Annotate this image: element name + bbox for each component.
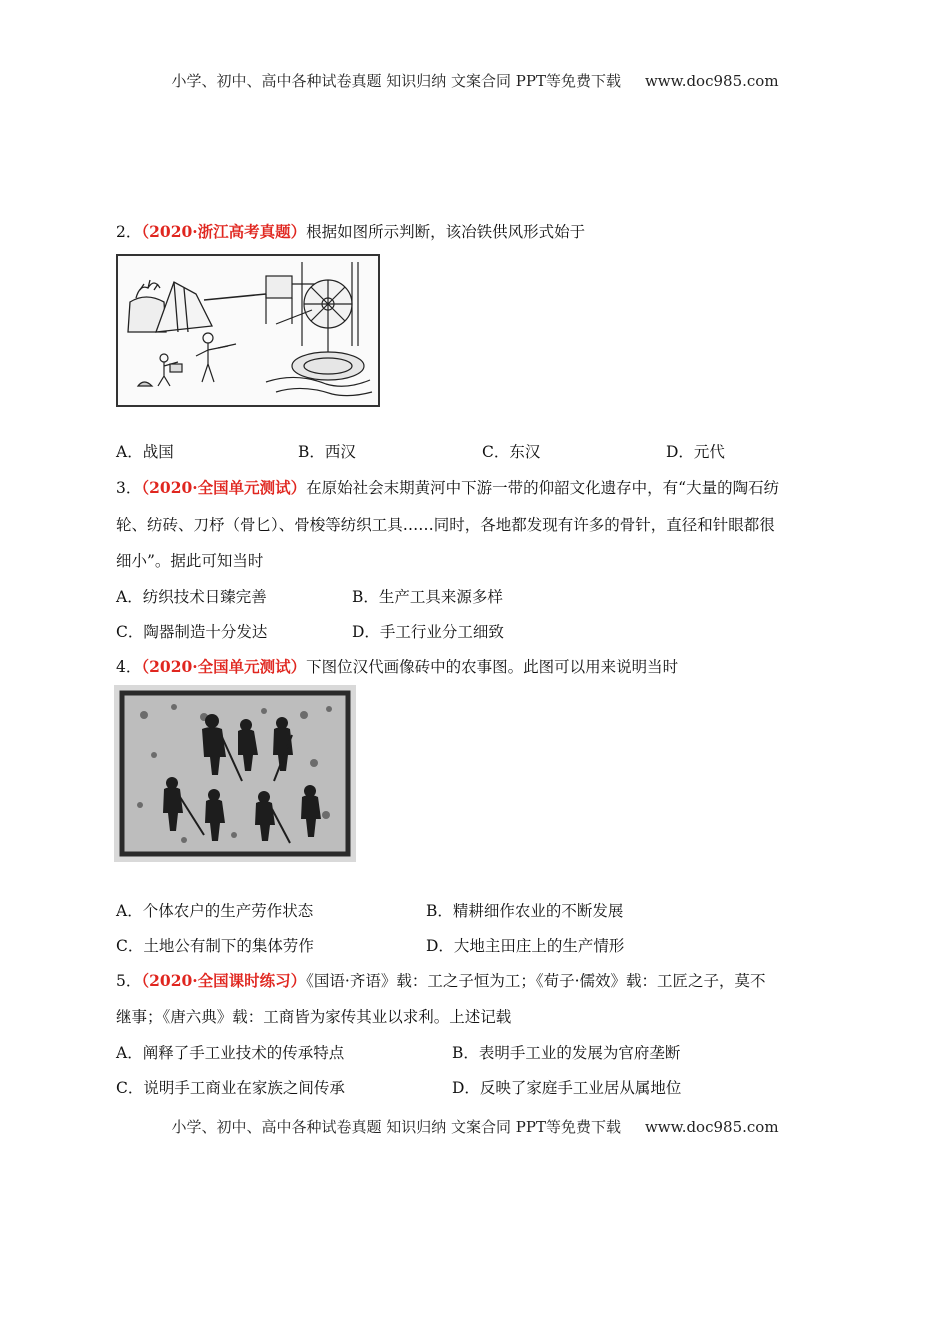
han-brick-farming-image [114,685,356,862]
smelting-bellows-illustration [116,254,380,407]
question-text: 根据如图所示判断，该冶铁供风形式始于 [306,223,586,241]
question-text: 《国语·齐语》载：工之子恒为工；《荀子·儒效》载：工匠之子，莫不 [306,972,766,990]
question-number: 4． [116,658,142,676]
question-number: 5． [116,972,142,990]
question-5-stem [116,969,766,991]
footer-site: www.doc985.com [644,1118,779,1136]
question-2-stem [116,220,585,242]
question-source: （2020·全国单元测试） [141,657,307,676]
question-4-stem [116,655,678,677]
question-3-line-2: 轮、纺砖、刀杼（骨匕）、骨梭等纺织工具……同时，各地都发现有许多的骨针，直径和针眼都很 [116,516,775,534]
question-5-line-2: 继事；《唐六典》载：工商皆为家传其业以求利。上述记载 [116,1008,512,1026]
option-b: B．西汉 [298,443,356,461]
page-header [0,70,950,91]
option-c: C．说明手工商业在家族之间传承 [116,1079,345,1097]
option-a: A．个体农户的生产劳作状态 [116,902,314,920]
question-number: 2． [116,223,142,241]
header-text: 小学、初中、高中各种试卷真题 知识归纳 文案合同 PPT等免费下载 [171,72,621,90]
question-text: 在原始社会末期黄河中下游一带的仰韶文化遗存中，有“大量的陶石纺 [306,479,780,497]
question-source: （2020·浙江高考真题） [141,222,307,241]
option-a: A．纺织技术日臻完善 [116,588,267,606]
option-c: C．陶器制造十分发达 [116,623,268,641]
option-a: A．战国 [116,443,174,461]
question-3-line-3: 细小”。据此可知当时 [116,552,264,570]
option-b: B．表明手工业的发展为官府垄断 [452,1044,681,1062]
footer-text: 小学、初中、高中各种试卷真题 知识归纳 文案合同 PPT等免费下载 [171,1118,621,1136]
option-d: D．反映了家庭手工业居从属地位 [452,1079,682,1097]
option-a: A．阐释了手工业技术的传承特点 [116,1044,345,1062]
question-text: 下图位汉代画像砖中的农事图。此图可以用来说明当时 [306,658,679,676]
question-number: 3． [116,479,142,497]
question-source: （2020·全国单元测试） [141,478,307,497]
option-b: B．精耕细作农业的不断发展 [426,902,624,920]
option-d: D．大地主田庄上的生产情形 [426,937,625,955]
question-source: （2020·全国课时练习） [141,971,307,990]
question-3-stem [116,476,779,498]
header-site: www.doc985.com [644,72,779,90]
option-c: C．土地公有制下的集体劳作 [116,937,314,955]
option-c: C．东汉 [482,443,541,461]
option-d: D．手工行业分工细致 [352,623,504,641]
page-footer [0,1116,950,1137]
option-b: B．生产工具来源多样 [352,588,503,606]
option-d: D．元代 [666,443,725,461]
